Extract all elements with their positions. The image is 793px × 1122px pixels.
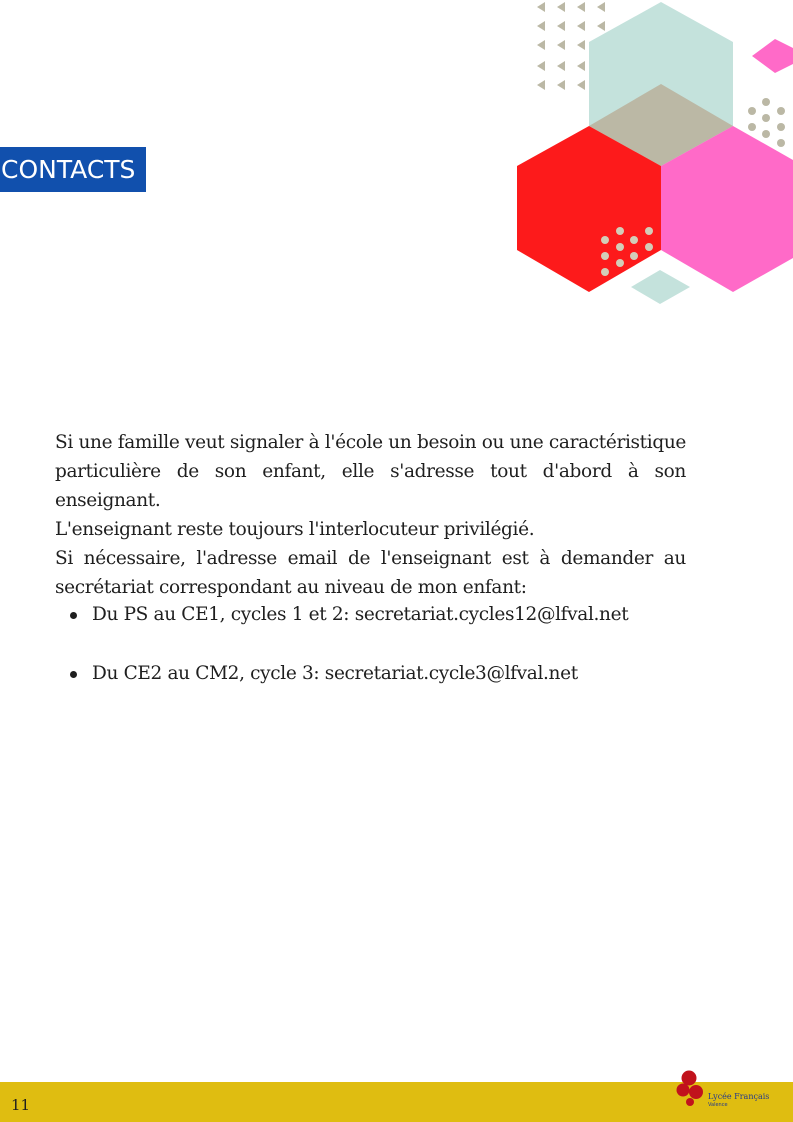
decorative-hexagons [500, 0, 793, 310]
logo-subtitle: Valence [708, 1102, 728, 1108]
contact-cycle3: Du CE2 au CM2, cycle 3: secretariat.cycle3@lfval.net [92, 663, 578, 684]
page-number: 11 [11, 1096, 31, 1114]
logo-name: Lycée Français [708, 1092, 770, 1101]
contact-list [55, 600, 715, 718]
school-logo-icon [676, 1070, 786, 1110]
mint-diamond [631, 270, 690, 304]
list-item [55, 659, 715, 688]
paragraph-intro: Si une famille veut signaler à l'école un besoin ou une caractéristique particulière de son enfant, elle s'adresse tout d'abord à son enseignant. [55, 432, 686, 511]
bullet-icon [70, 612, 77, 619]
bullet-icon [70, 671, 77, 678]
page-title: CONTACTS [0, 147, 146, 192]
pink-diamond [752, 39, 793, 73]
footer-bar [0, 1082, 793, 1122]
contact-cycles12: Du PS au CE1, cycles 1 et 2: secretariat.cycles12@lfval.net [92, 604, 629, 625]
paragraph-teacher: L'enseignant reste toujours l'interlocuteur privilégié. [55, 519, 535, 540]
paragraph-email: Si nécessaire, l'adresse email de l'enseignant est à demander au secrétariat correspondant au niveau de mon enfant: [55, 548, 686, 598]
body-text [55, 428, 686, 602]
list-item [55, 600, 715, 629]
